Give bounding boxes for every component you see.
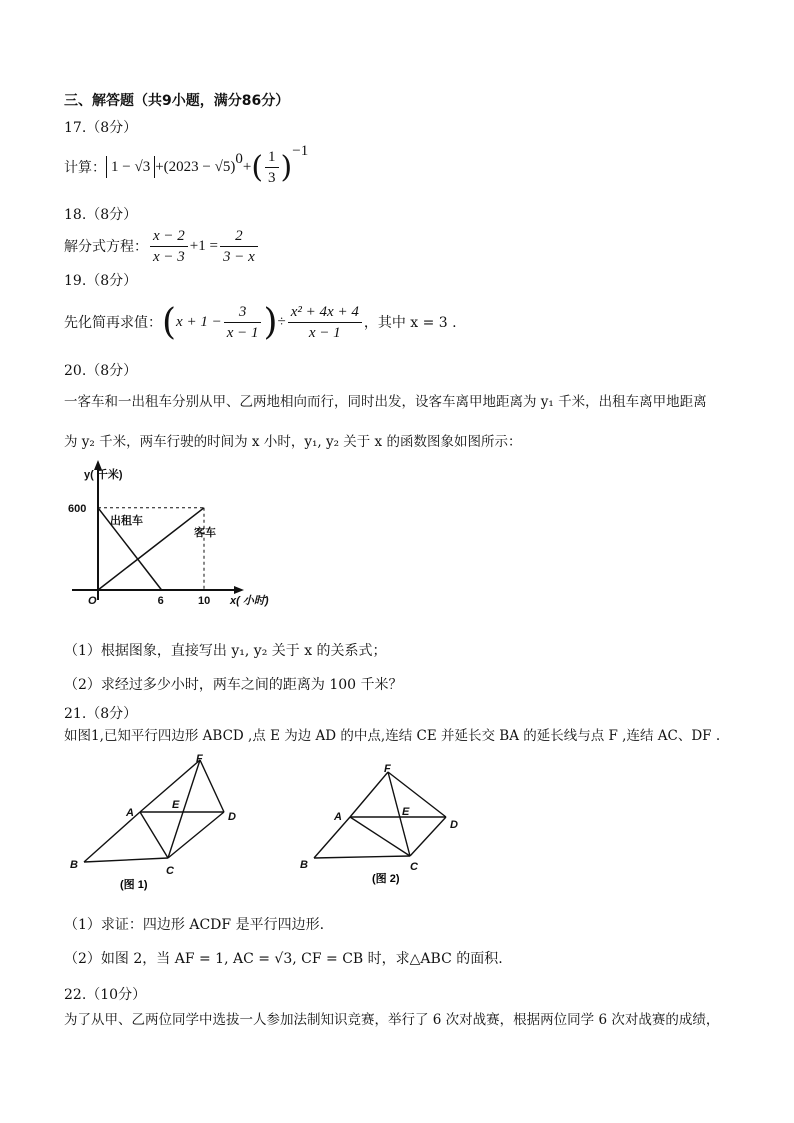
q17-mid: +(2023 − √5) — [155, 158, 236, 175]
q18-rhs-den: 3 − x — [222, 248, 255, 265]
q17-plus: + — [242, 158, 252, 175]
q20-part1: （1）根据图象，直接写出 y₁, y₂ 关于 x 的关系式； — [64, 643, 387, 659]
fig1-edge-BA — [84, 812, 140, 862]
q22-line1: 为了从甲、乙两位同学中选拔一人参加法制知识竞赛，举行了 6 次对战赛，根据两位同学 6 次对战赛的成绩， — [64, 1012, 720, 1028]
q18-plus-one: +1 = — [189, 237, 218, 254]
y-axis-label: y( 千米) — [84, 469, 123, 481]
fig2-label-F: F — [384, 763, 391, 775]
fig2-caption: (图 2) — [372, 873, 400, 885]
q19-div: ÷ — [277, 313, 286, 330]
q21-stem: 如图1,已知平行四边形 ABCD ,点 E 为边 AD 的中点,连结 CE 并延长交 BA 的延长线与点 F ,连结 AC、DF . — [64, 728, 721, 744]
fig2-label-E: E — [402, 806, 410, 818]
q21-part1: （1）求证：四边形 ACDF 是平行四边形. — [64, 917, 325, 933]
q17-mid-exp: 0 — [235, 150, 243, 167]
fig1-label-D: D — [228, 811, 236, 823]
fig2-label-B: B — [300, 859, 308, 871]
fig2-edge-FD — [388, 772, 446, 817]
q19-f1-num: 3 — [224, 302, 262, 323]
q19-f2-den: x − 1 — [308, 324, 341, 341]
q18-lhs-num: x − 2 — [150, 226, 188, 247]
fig1-label-C: C — [166, 865, 174, 877]
fig1-caption: (图 1) — [120, 879, 148, 891]
q17-exp: −1 — [292, 142, 309, 159]
fig1-label-E: E — [172, 799, 180, 811]
q21-part2: （2）如图 2，当 AF = 1, AC = √3, CF = CB 时，求△ABC 的面积. — [64, 951, 503, 967]
q21-figure-1 — [60, 750, 260, 900]
q20-number: 20.（8分） — [64, 363, 138, 379]
q21-figure-2 — [290, 762, 470, 892]
q17-expression: 计算： 1 − √3 +(2023 − √5) $^0$ + ( $\frac{1}{3}$ ) $^{-1}$ — [64, 142, 309, 186]
q18-number: 18.（8分） — [64, 207, 138, 223]
fig1-edge-BC — [84, 858, 168, 862]
fig2-label-C: C — [410, 861, 418, 873]
q17-number: 17.（8分） — [64, 120, 138, 136]
fig2-label-D: D — [450, 819, 458, 831]
x-axis-label: x( 小时) — [230, 595, 269, 607]
q19-number: 19.（8分） — [64, 273, 138, 289]
fig1-edge-CD — [168, 812, 224, 858]
series-label-taxi: 出租车 — [110, 515, 143, 527]
origin-label: O — [88, 595, 97, 607]
q19-label: 先化简再求值： — [64, 315, 162, 331]
fig1-edge-FD — [200, 760, 224, 812]
q17-frac-num: 1 — [265, 147, 279, 168]
x-axis-arrow — [234, 586, 244, 594]
fig2-label-A: A — [334, 811, 342, 823]
fig2-edge-CD — [410, 817, 446, 856]
x-tick-10: 10 — [198, 595, 211, 607]
q20-line2: 为 y₂ 千米，两车行驶的时间为 x 小时，y₁, y₂ 关于 x 的函数图象如图所示： — [64, 434, 522, 450]
fig2-edge-BC — [314, 856, 410, 858]
q19-f2-num: x² + 4x + 4 — [288, 302, 362, 323]
section-title: 三、解答题（共9小题，满分86分） — [64, 93, 290, 109]
fig2-edge-BA — [314, 817, 350, 858]
q20-chart — [60, 458, 290, 618]
q20-line1: 一客车和一出租车分别从甲、乙两地相向而行，同时出发，设客车离甲地距离为 y₁ 千米，出租车离甲地距离 — [64, 394, 707, 410]
fig1-label-A: A — [126, 807, 134, 819]
q18-lhs-den: x − 3 — [153, 248, 185, 265]
q17-frac-den: 3 — [268, 169, 276, 186]
q17-label: 计算： — [64, 160, 106, 176]
q18-label: 解分式方程： — [64, 239, 148, 255]
y-tick-600: 600 — [68, 502, 87, 515]
q19-expression: 先化简再求值： ( x + 1 − $\frac{3}{x - 1}$ ) ÷ $\frac{\text{x² + 4x + 4}}{x - 1}$ ，其中 x = 3 . — [64, 301, 457, 343]
series-label-bus: 客车 — [194, 527, 216, 539]
q21-number: 21.（8分） — [64, 706, 138, 722]
q18-expression — [64, 226, 260, 266]
q18-rhs-num: 2 — [220, 226, 258, 247]
q20-part2: （2）求经过多少小时，两车之间的距离为 100 千米？ — [64, 677, 403, 693]
q19-tail: ，其中 x = 3 . — [363, 315, 457, 331]
fig1-label-B: B — [70, 859, 78, 871]
q17-abs: 1 − √3 — [106, 156, 155, 178]
fig1-label-F: F — [196, 753, 203, 765]
x-tick-6: 6 — [157, 595, 164, 607]
fig1-edge-AC — [140, 812, 168, 858]
fig2-edge-AF — [350, 772, 388, 817]
q19-f1-den: x − 1 — [226, 324, 259, 341]
q19-inner: x + 1 − — [176, 313, 222, 330]
q22-number: 22.（10分） — [64, 987, 147, 1003]
